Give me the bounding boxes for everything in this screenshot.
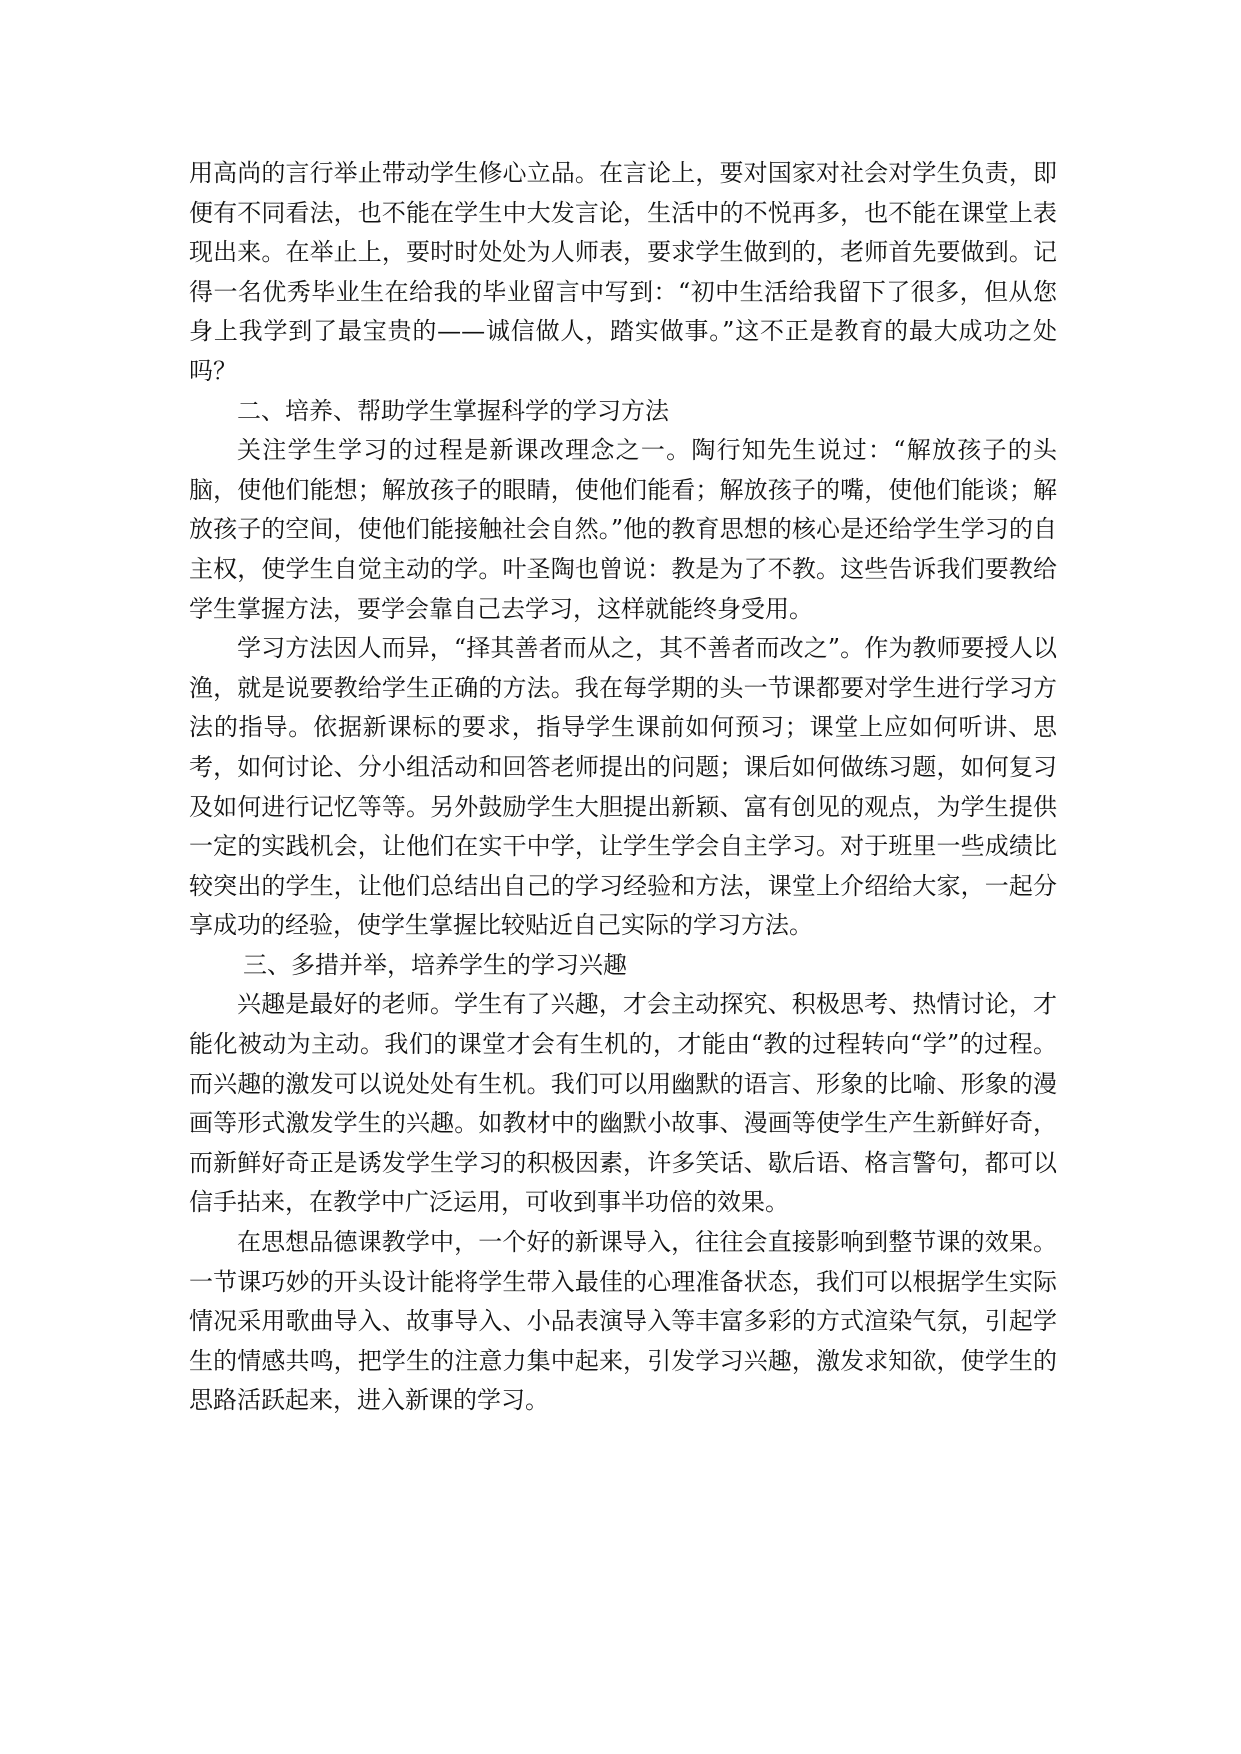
paragraph: 学习方法因人而异，“择其善者而从之，其不善者而改之”。作为教师要授人以渔，就是说要教给学生正确的方法。我在每学期的头一节课都要对学生进行学习方法的指导。依据新课标的要求，指导学生课前如何预习；课堂上应如何听讲、思考，如何讨论、分小组活动和回答老师提出的问题；课后如何做练习题，如何复习及如何进行记忆等等。另外鼓励学生大胆提出新颖、富有创见的观点，为学生提供一定的实践机会，让他们在实干中学，让学生学会自主学习。对于班里一些成绩比较突出的学生，让他们总结出自己的学习经验和方法，课堂上介绍给大家，一起分享成功的经验，使学生掌握比较贴近自己实际的学习方法。: [189, 634, 1057, 940]
paragraph: 关注学生学习的过程是新课改理念之一。陶行知先生说过：“解放孩子的头脑，使他们能想；解放孩子的眼睛，使他们能看；解放孩子的嘴，使他们能谈；解放孩子的空间，使他们能接触社会自然。”他的教育思想的核心是还给学生学习的自主权，使学生自觉主动的学。叶圣陶也曾说：教是为了不教。这些告诉我们要教给学生掌握方法，要学会靠自己去学习，这样就能终身受用。: [189, 436, 1057, 623]
section-heading-3: 三、多措并举，培养学生的学习兴趣: [243, 950, 627, 979]
section-heading-2: 二、培养、帮助学生掌握科学的学习方法: [237, 396, 669, 425]
paragraph-continuation: 用高尚的言行举止带动学生修心立品。在言论上，要对国家对社会对学生负责，即便有不同看法，也不能在学生中大发言论，生活中的不悦再多，也不能在课堂上表现出来。在举止上，要时时处处为人师表，要求学生做到的，老师首先要做到。记得一名优秀毕业生在给我的毕业留言中写到：“初中生活给我留下了很多，但从您身上我学到了最宝贵的——诚信做人，踏实做事。”这不正是教育的最大成功之处吗？: [189, 159, 1057, 385]
document-body: [189, 154, 1057, 1421]
paragraph: 在思想品德课教学中，一个好的新课导入，往往会直接影响到整节课的效果。一节课巧妙的开头设计能将学生带入最佳的心理准备状态，我们可以根据学生实际情况采用歌曲导入、故事导入、小品表演导入等丰富多彩的方式渲染气氛，引起学生的情感共鸣，把学生的注意力集中起来，引发学习兴趣，激发求知欲，使学生的思路活跃起来，进入新课的学习。: [189, 1228, 1057, 1415]
paragraph: 兴趣是最好的老师。学生有了兴趣，才会主动探究、积极思考、热情讨论，才能化被动为主动。我们的课堂才会有生机的，才能由“教的过程转向“学”的过程。而兴趣的激发可以说处处有生机。我们可以用幽默的语言、形象的比喻、形象的漫画等形式激发学生的兴趣。如教材中的幽默小故事、漫画等使学生产生新鲜好奇，而新鲜好奇正是诱发学生学习的积极因素，许多笑话、歇后语、格言警句，都可以信手拈来，在教学中广泛运用，可收到事半功倍的效果。: [189, 990, 1057, 1217]
